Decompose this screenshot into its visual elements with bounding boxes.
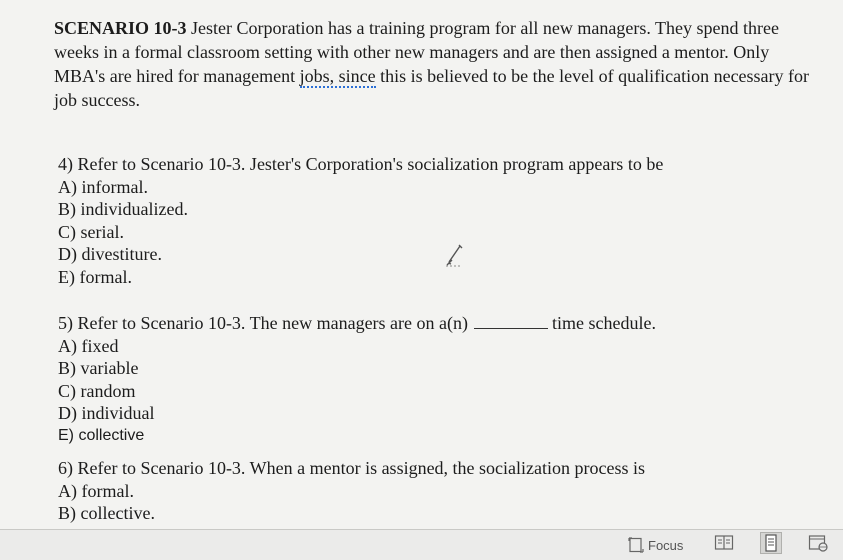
question-stem: 6) Refer to Scenario 10-3. When a mentor is assigned, the socialization process is — [58, 458, 646, 478]
option-e: E) formal. — [58, 266, 132, 287]
focus-label: Focus — [648, 537, 684, 553]
question-5 — [58, 312, 656, 447]
scenario-paragraph — [54, 16, 824, 112]
option-d: D) divestiture. — [58, 244, 162, 264]
scenario-text-2: this is believed to be the level of qualification necessary for job success. — [54, 66, 810, 110]
option-d: D) individual — [58, 403, 155, 423]
question-stem: 4) Refer to Scenario 10-3. Jester's Corporation's socialization program appears to be — [58, 154, 664, 174]
print-layout-icon[interactable] — [760, 532, 782, 554]
question-6 — [58, 457, 645, 525]
option-c: C) random — [58, 380, 136, 401]
option-b: B) collective. — [58, 503, 155, 523]
read-mode-icon[interactable] — [714, 534, 734, 552]
focus-button[interactable] — [628, 536, 683, 554]
proofing-marked-text[interactable]: jobs, since — [299, 66, 376, 86]
option-c: C) serial. — [58, 221, 124, 242]
answer-blank — [474, 312, 548, 329]
scenario-label: SCENARIO 10-3 — [54, 18, 187, 38]
question-stem — [58, 312, 656, 335]
option-e: E) collective — [58, 426, 145, 444]
option-a: A) informal. — [58, 176, 148, 197]
option-a: A) fixed — [58, 335, 119, 356]
option-b: B) individualized. — [58, 199, 188, 219]
option-b: B) variable — [58, 358, 139, 378]
question-stem-after-blank: time schedule. — [552, 313, 656, 333]
status-bar-divider — [0, 529, 843, 530]
focus-icon — [628, 537, 644, 553]
scenario-text-1: Jester Corporation has a training program for all new managers. They spend three weeks in a formal classroom setting with other new managers and are then assigned a mentor. Only MBA's are hired for management — [54, 18, 779, 86]
question-stem-before-blank: 5) Refer to Scenario 10-3. The new managers are on a(n) — [58, 313, 469, 333]
question-4 — [58, 153, 663, 288]
option-a: A) formal. — [58, 480, 134, 501]
mouse-cursor-icon — [442, 243, 468, 269]
web-layout-icon[interactable] — [808, 534, 828, 552]
